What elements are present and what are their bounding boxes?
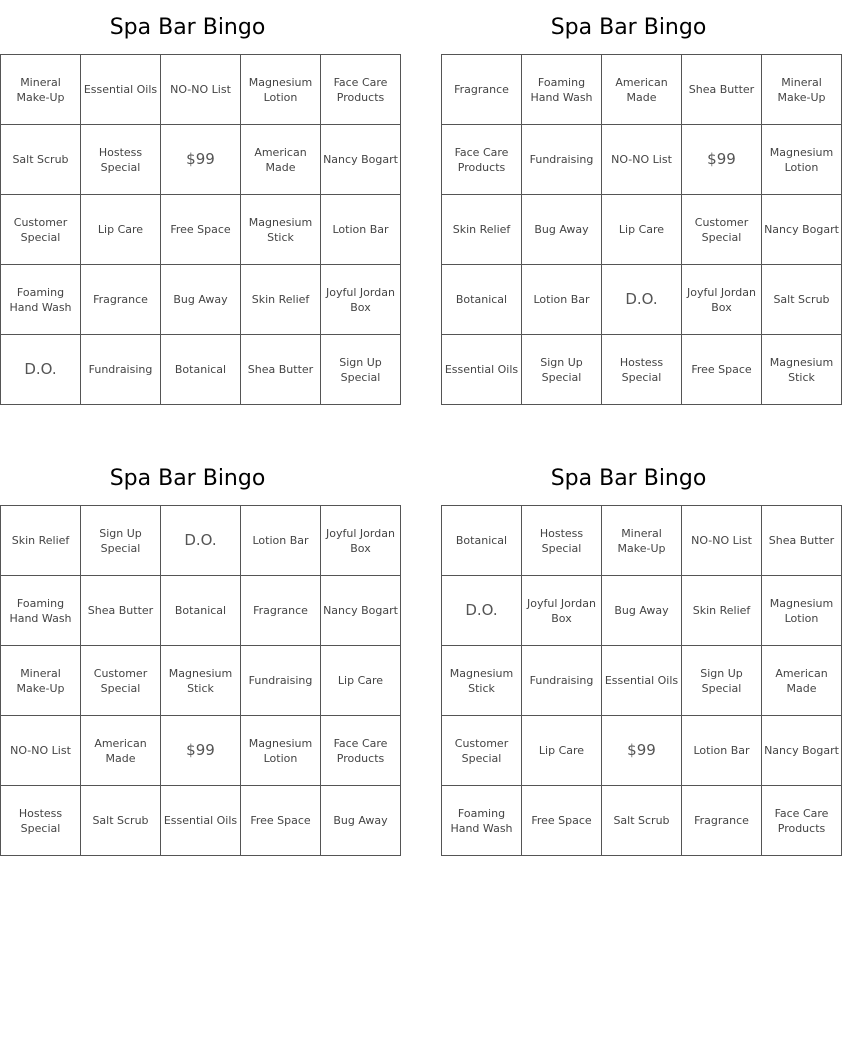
bingo-cell: Free Space <box>161 195 241 265</box>
bingo-cell: Lotion Bar <box>241 506 321 576</box>
bingo-cell: American Made <box>81 716 161 786</box>
bingo-cell: D.O. <box>442 576 522 646</box>
bingo-cell: Mineral Make-Up <box>602 506 682 576</box>
bingo-cell: Joyful Jordan Box <box>321 265 401 335</box>
bingo-cell: Free Space <box>241 786 321 856</box>
card-title: Spa Bar Bingo <box>109 15 266 40</box>
grid-row <box>442 55 842 125</box>
grid-row <box>442 576 842 646</box>
bingo-grid <box>441 54 842 405</box>
bingo-cell: Face Care Products <box>321 716 401 786</box>
bingo-cell: Lotion Bar <box>321 195 401 265</box>
bingo-cell: Fundraising <box>241 646 321 716</box>
bingo-cell: Botanical <box>442 506 522 576</box>
bingo-cell: Magnesium Stick <box>241 195 321 265</box>
grid-row <box>442 506 842 576</box>
grid-row <box>1 786 401 856</box>
bingo-cell: Lotion Bar <box>682 716 762 786</box>
bingo-cell: Mineral Make-Up <box>1 55 81 125</box>
bingo-cell: Mineral Make-Up <box>1 646 81 716</box>
bingo-cell: Essential Oils <box>602 646 682 716</box>
bingo-cell: American Made <box>762 646 842 716</box>
bingo-cell: Magnesium Stick <box>442 646 522 716</box>
bingo-cell: Sign Up Special <box>522 335 602 405</box>
bingo-cell: Sign Up Special <box>682 646 762 716</box>
grid-row <box>1 646 401 716</box>
bingo-cell: Sign Up Special <box>81 506 161 576</box>
bingo-cell: Botanical <box>442 265 522 335</box>
bingo-cell: Magnesium Stick <box>161 646 241 716</box>
bingo-cell: D.O. <box>1 335 81 405</box>
grid-row <box>1 265 401 335</box>
card-title: Spa Bar Bingo <box>109 466 266 491</box>
grid-row <box>442 786 842 856</box>
bingo-cell: $99 <box>161 716 241 786</box>
bingo-cell: Customer Special <box>81 646 161 716</box>
bingo-grid <box>441 505 842 856</box>
grid-row <box>442 265 842 335</box>
grid-row <box>1 576 401 646</box>
bingo-cell: Shea Butter <box>762 506 842 576</box>
bingo-cell: Fundraising <box>522 646 602 716</box>
grid-row <box>442 716 842 786</box>
bingo-cell: Fundraising <box>81 335 161 405</box>
bingo-grid <box>0 505 401 856</box>
grid-row <box>442 125 842 195</box>
bingo-cell: Salt Scrub <box>762 265 842 335</box>
bingo-cell: Skin Relief <box>241 265 321 335</box>
bingo-cell: Lotion Bar <box>522 265 602 335</box>
bingo-cell: $99 <box>682 125 762 195</box>
bingo-cell: Hostess Special <box>81 125 161 195</box>
bingo-cell: American Made <box>602 55 682 125</box>
bingo-card-2 <box>441 10 839 384</box>
grid-row <box>1 125 401 195</box>
bingo-cell: Nancy Bogart <box>321 576 401 646</box>
bingo-cell: Salt Scrub <box>602 786 682 856</box>
bingo-cell: Magnesium Lotion <box>241 55 321 125</box>
bingo-cell: Fragrance <box>442 55 522 125</box>
bingo-cell: Nancy Bogart <box>321 125 401 195</box>
bingo-cell: Fragrance <box>81 265 161 335</box>
bingo-cell: Botanical <box>161 335 241 405</box>
bingo-cell: Lip Care <box>522 716 602 786</box>
grid-row <box>442 195 842 265</box>
bingo-cell: Joyful Jordan Box <box>522 576 602 646</box>
bingo-cell: Fundraising <box>522 125 602 195</box>
bingo-cell: Mineral Make-Up <box>762 55 842 125</box>
bingo-cell: Lip Care <box>602 195 682 265</box>
bingo-card-3 <box>0 461 398 835</box>
grid-row <box>1 335 401 405</box>
bingo-cell: Hostess Special <box>522 506 602 576</box>
bingo-cell: Joyful Jordan Box <box>321 506 401 576</box>
bingo-cell: Sign Up Special <box>321 335 401 405</box>
bingo-card-1 <box>0 10 398 384</box>
bingo-card-4 <box>441 461 839 835</box>
bingo-cell: Salt Scrub <box>81 786 161 856</box>
card-title: Spa Bar Bingo <box>550 466 707 491</box>
grid-row <box>1 716 401 786</box>
bingo-cell: Bug Away <box>522 195 602 265</box>
bingo-cell: Skin Relief <box>682 576 762 646</box>
bingo-cell: Essential Oils <box>442 335 522 405</box>
bingo-cell: Lip Care <box>321 646 401 716</box>
bingo-cell: Essential Oils <box>161 786 241 856</box>
bingo-cell: Foaming Hand Wash <box>1 576 81 646</box>
bingo-cell: Foaming Hand Wash <box>1 265 81 335</box>
bingo-cell: Free Space <box>522 786 602 856</box>
bingo-cell: Magnesium Lotion <box>241 716 321 786</box>
bingo-cell: Nancy Bogart <box>762 195 842 265</box>
bingo-cell: Magnesium Lotion <box>762 576 842 646</box>
bingo-cell: Fragrance <box>241 576 321 646</box>
bingo-cell: Nancy Bogart <box>762 716 842 786</box>
bingo-cell: D.O. <box>602 265 682 335</box>
bingo-cell: Bug Away <box>602 576 682 646</box>
bingo-cell: Bug Away <box>321 786 401 856</box>
grid-row <box>1 506 401 576</box>
bingo-cell: Essential Oils <box>81 55 161 125</box>
bingo-cell: American Made <box>241 125 321 195</box>
bingo-cell: NO-NO List <box>1 716 81 786</box>
bingo-cell: Hostess Special <box>602 335 682 405</box>
bingo-cell: Lip Care <box>81 195 161 265</box>
bingo-cell: Face Care Products <box>442 125 522 195</box>
bingo-cell: Fragrance <box>682 786 762 856</box>
bingo-cell: D.O. <box>161 506 241 576</box>
bingo-cell: Hostess Special <box>1 786 81 856</box>
bingo-cell: Magnesium Stick <box>762 335 842 405</box>
bingo-cell: Customer Special <box>682 195 762 265</box>
bingo-grid <box>0 54 401 405</box>
bingo-cell: Salt Scrub <box>1 125 81 195</box>
bingo-cell: Magnesium Lotion <box>762 125 842 195</box>
bingo-cell: Foaming Hand Wash <box>522 55 602 125</box>
bingo-cell: Bug Away <box>161 265 241 335</box>
bingo-cell: Skin Relief <box>442 195 522 265</box>
grid-row <box>442 646 842 716</box>
grid-row <box>442 335 842 405</box>
bingo-cell: NO-NO List <box>682 506 762 576</box>
bingo-cell: Botanical <box>161 576 241 646</box>
bingo-cell: NO-NO List <box>161 55 241 125</box>
card-title: Spa Bar Bingo <box>550 15 707 40</box>
bingo-cell: Free Space <box>682 335 762 405</box>
bingo-cell: $99 <box>161 125 241 195</box>
bingo-cell: Face Care Products <box>321 55 401 125</box>
bingo-cell: Shea Butter <box>682 55 762 125</box>
bingo-cell: Face Care Products <box>762 786 842 856</box>
bingo-cell: Foaming Hand Wash <box>442 786 522 856</box>
bingo-cell: Customer Special <box>442 716 522 786</box>
bingo-cell: NO-NO List <box>602 125 682 195</box>
grid-row <box>1 55 401 125</box>
bingo-cell: Joyful Jordan Box <box>682 265 762 335</box>
grid-row <box>1 195 401 265</box>
bingo-cell: Shea Butter <box>81 576 161 646</box>
bingo-cell: Skin Relief <box>1 506 81 576</box>
bingo-cell: $99 <box>602 716 682 786</box>
bingo-cell: Shea Butter <box>241 335 321 405</box>
bingo-cell: Customer Special <box>1 195 81 265</box>
